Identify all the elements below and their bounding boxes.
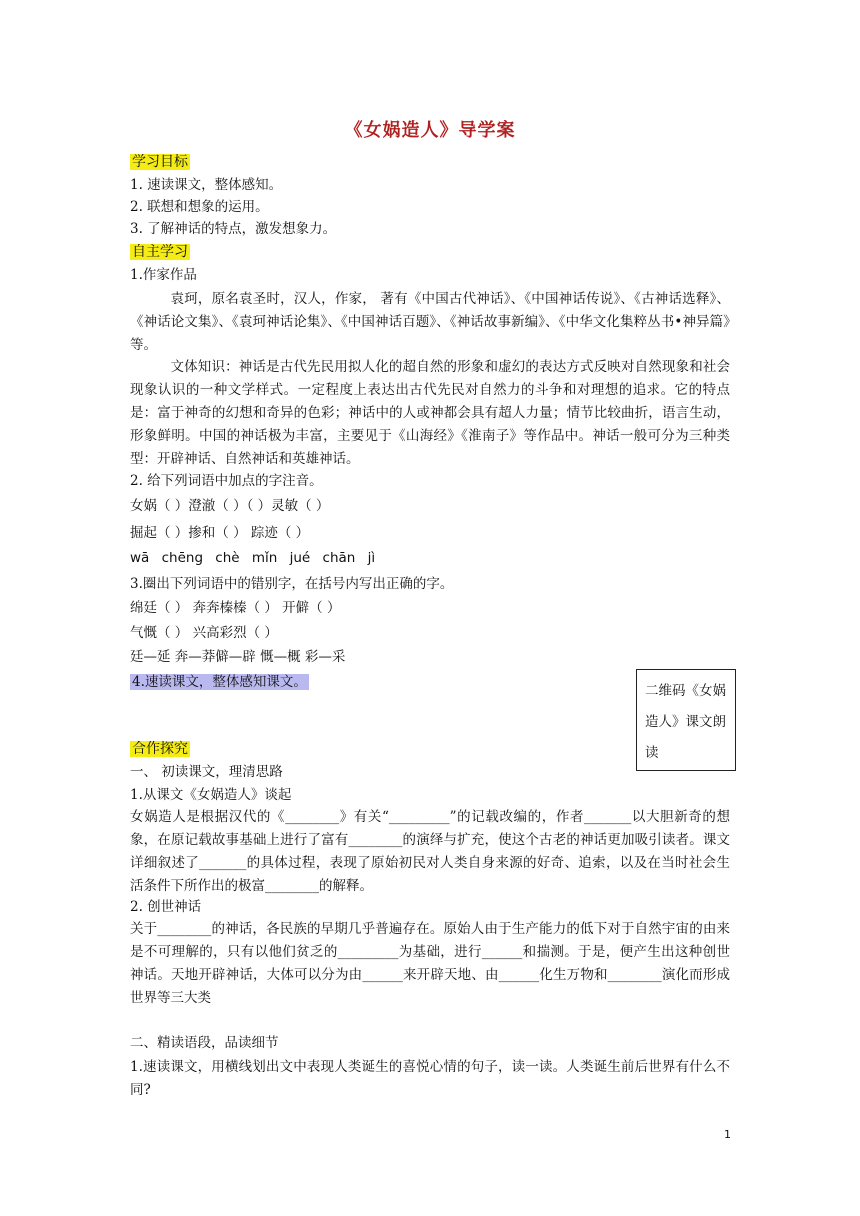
pinyin-answers: wā chēng chè mǐn jué chān jì: [130, 550, 376, 566]
question-2: 2. 给下列词语中加点的字注音。: [130, 473, 323, 489]
question-4-row: [130, 671, 309, 693]
question-4: 4.速读课文，整体感知课文。: [132, 674, 307, 690]
genre-paragraph: 文体知识：神话是古代先民用拟人化的超自然的形象和虚幻的表达方式反映对自然现象和社会现象认识的一种文学样式。一定程度上表达出古代先民对自然力的斗争和对理想的追求。它的特点是：富于神奇的幻想和奇异的色彩；神话中的人或神都会具有超人力量；情节比较曲折，语言生动，形象鲜明。中国的神话极为丰富，主要见于《山海经》《淮南子》等作品中。神话一般可分为三种类型：开辟神话、自然神话和英雄神话。: [130, 359, 730, 467]
goals-heading-row: [130, 151, 190, 173]
qr-code-box: 二维码《女娲造人》课文朗读: [636, 669, 736, 771]
question-3-row-1: 绵廷（ ） 奔奔榛榛（ ） 开僻（ ）: [130, 600, 341, 616]
part-2-paragraph: 关于________的神话，各民族的早期几乎普遍存在。原始人由于生产能力的低下对于自然宇宙的由来是不可理解的，只有以他们贫乏的_________为基础，进行______和揣测。于是，便产生出这种创世神话。天地开辟神话，大体可以分为由______来开辟天地、由______化生万物和________演化而形成世界等三大类: [130, 921, 730, 1006]
goals-heading: 学习目标: [132, 154, 188, 170]
goal-item: 3. 了解神话的特点，激发想象力。: [130, 221, 337, 237]
part-1-heading: 一、 初读课文，理清思路: [130, 764, 283, 780]
part-1-title: 1.从课文《女娲造人》谈起: [130, 787, 292, 803]
part-1-paragraph: 女娲造人是根据汉代的《________》有关“_________”的记载改编的，作者_______以大胆新奇的想象，在原记载故事基础上进行了富有________的演绎与扩充，使这个古老的神话更加吸引读者。课文详细叙述了_______的具体过程，表现了原始初民对人类自身来源的好奇、追索，以及在当时社会生活条件下所作出的极富________的解释。: [130, 809, 730, 894]
self-study-heading: 自主学习: [132, 244, 188, 260]
author-heading: 1.作家作品: [130, 267, 197, 283]
last-question: 1.速读课文，用横线划出文中表现人类诞生的喜悦心情的句子，读一读。人类诞生前后世界有什么不同?: [130, 1059, 730, 1098]
part-2-title: 2. 创世神话: [130, 899, 202, 915]
question-3-answers: 廷—延 奔—莽僻—辟 慨—概 彩—采: [130, 649, 346, 665]
question-2-row-1: 女娲（ ）澄澈（ ）（ ）灵敏（ ）: [130, 498, 330, 514]
question-2-row-2: 掘起（ ）掺和（ ） 踪迹（ ）: [130, 525, 310, 541]
goal-item: 2. 联想和想象的运用。: [130, 199, 269, 215]
goal-item: 1. 速读课文，整体感知。: [130, 177, 283, 193]
author-paragraph: 袁珂，原名袁圣时，汉人，作家， 著有《中国古代神话》、《中国神话传说》、《古神话选释》、《神话论文集》、《袁珂神话论集》、《中国神话百题》、《神话故事新编》、《中华文化集粹丛书•神异篇》等。: [130, 291, 730, 353]
coop-heading: 合作探究: [132, 741, 188, 757]
question-3: 3.圈出下列词语中的错别字，在括号内写出正确的字。: [130, 576, 454, 592]
part-2-heading: 二、精读语段，品读细节: [130, 1035, 279, 1051]
self-study-heading-row: [130, 241, 190, 263]
page-title: 《女娲造人》导学案: [344, 120, 516, 141]
coop-heading-row: [130, 738, 190, 760]
question-3-row-2: 气慨（ ） 兴高彩烈（ ）: [130, 625, 278, 641]
page-number: 1: [724, 1128, 731, 1141]
